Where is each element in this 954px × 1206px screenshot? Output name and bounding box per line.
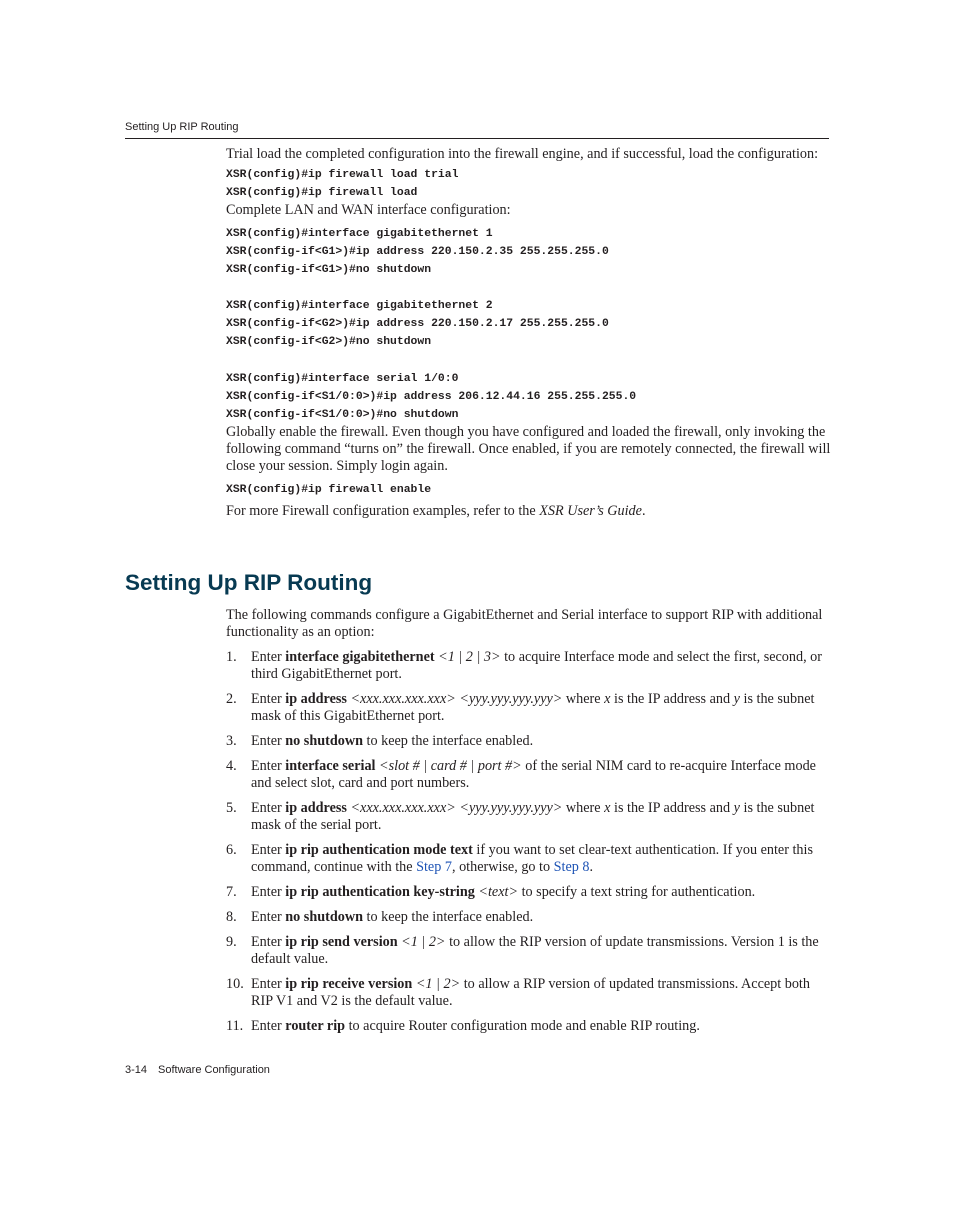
guide-title: XSR User’s Guide [539, 503, 642, 519]
step-text: Enter [251, 649, 286, 665]
step-text: if you want to set clear-text authentication. If you enter this command, continue with the [251, 842, 813, 875]
code-line: XSR(config)#ip firewall enable [226, 484, 432, 496]
step-command: interface gigabitethernet [285, 649, 435, 665]
step-text: to acquire Interface mode and select the first, second, or third GigabitEthernet port. [251, 649, 823, 682]
step-item [226, 842, 831, 876]
code-line: XSR(config)#ip firewall load [226, 187, 418, 199]
step-text: where [562, 800, 605, 816]
step-7-link[interactable]: Step 7 [416, 859, 452, 875]
step-command: ip address [285, 800, 347, 816]
trial-load-paragraph: Trial load the completed configuration into the firewall engine, and if successful, load the configuration: [226, 146, 819, 162]
enable-paragraph: Globally enable the firewall. Even though you have configured and loaded the firewall, only invoking the following command “turns on” the firewall. Once enabled, if you are remotely connected, the firewall will close your session. Simply login again. [226, 424, 831, 474]
step-text: is the IP address and [610, 800, 734, 816]
steps-list [226, 649, 831, 1043]
step-number: 10. [226, 976, 244, 992]
section-intro: The following commands configure a GigabitEthernet and Serial interface to support RIP with additional functionality as an option: [226, 607, 823, 640]
step-variable: x [604, 691, 611, 707]
step-variable: x [604, 800, 611, 816]
step-argument: <xxx.xxx.xxx.xxx> <yyy.yyy.yyy.yyy> [346, 800, 563, 816]
step-text: is the subnet mask of this GigabitEthernet port. [251, 691, 815, 724]
step-variable: y [733, 691, 740, 707]
step-number: 7. [226, 884, 237, 900]
step-argument: <1 | 2> [397, 934, 446, 950]
step-item [226, 649, 831, 683]
step-item [226, 976, 831, 1010]
step-item [226, 909, 831, 926]
step-text: where [562, 691, 605, 707]
step-text: Enter [251, 842, 286, 858]
step-number: 8. [226, 909, 237, 925]
step-item [226, 691, 831, 725]
more-text: For more Firewall configuration examples, refer to the [226, 503, 540, 519]
step-text: Enter [251, 934, 286, 950]
step-argument: <text> [474, 884, 519, 900]
step-number: 2. [226, 691, 237, 707]
step-8-link[interactable]: Step 8 [553, 859, 590, 875]
page-number: 3-14 [125, 1064, 148, 1076]
code-line: XSR(config-if<G1>)#ip address 220.150.2.35 255.255.255.0 [226, 246, 609, 258]
step-variable: y [733, 800, 740, 816]
step-text: to allow the RIP version of update transmissions. Version 1 is the default value. [251, 934, 819, 967]
firewall-body [226, 146, 831, 520]
code-line: XSR(config-if<S1/0:0>)#no shutdown [226, 409, 459, 421]
step-argument: <1 | 2 | 3> [434, 649, 501, 665]
step-item [226, 884, 831, 901]
step-command: ip rip send version [285, 934, 398, 950]
step-command: router rip [285, 1018, 346, 1034]
step-item [226, 758, 831, 792]
step-item [226, 1018, 831, 1035]
page-footer [125, 1064, 270, 1076]
step-text: Enter [251, 800, 286, 816]
step-command: ip rip authentication mode text [285, 842, 473, 858]
step-argument: <xxx.xxx.xxx.xxx> <yyy.yyy.yyy.yyy> [346, 691, 563, 707]
step-text: Enter [251, 884, 286, 900]
step-command: ip rip authentication key-string [285, 884, 475, 900]
step-number: 9. [226, 934, 237, 950]
more-text-end: . [641, 503, 646, 519]
step-command: ip rip receive version [285, 976, 413, 992]
step-command: no shutdown [285, 733, 363, 749]
code-line: XSR(config)#ip firewall load trial [226, 169, 459, 181]
step-command: interface serial [285, 758, 376, 774]
step-text: , otherwise, go to [451, 859, 554, 875]
code-line: XSR(config-if<G2>)#ip address 220.150.2.17 255.255.255.0 [226, 318, 609, 330]
step-number: 11. [226, 1018, 244, 1034]
lan-wan-paragraph: Complete LAN and WAN interface configuration: [226, 202, 511, 218]
code-line: XSR(config-if<G1>)#no shutdown [226, 264, 432, 276]
step-text: Enter [251, 976, 286, 992]
step-text: to keep the interface enabled. [362, 909, 534, 925]
step-number: 5. [226, 800, 237, 816]
step-number: 1. [226, 649, 237, 665]
step-number: 6. [226, 842, 237, 858]
step-argument: <1 | 2> [412, 976, 461, 992]
step-number: 3. [226, 733, 237, 749]
step-argument: <slot # | card # | port #> [375, 758, 522, 774]
header-rule [125, 138, 829, 139]
step-item [226, 733, 831, 750]
section-title: Setting Up RIP Routing [125, 570, 373, 595]
code-line: XSR(config-if<G2>)#no shutdown [226, 336, 432, 348]
step-text: to keep the interface enabled. [362, 733, 534, 749]
step-text: Enter [251, 733, 286, 749]
step-text: Enter [251, 909, 286, 925]
step-item [226, 934, 831, 968]
code-line: XSR(config)#interface serial 1/0:0 [226, 373, 459, 385]
step-command: no shutdown [285, 909, 363, 925]
code-line: XSR(config-if<S1/0:0>)#ip address 206.12.44.16 255.255.255.0 [226, 391, 637, 403]
step-text: to specify a text string for authentication. [518, 884, 756, 900]
step-item [226, 800, 831, 834]
step-text: to acquire Router configuration mode and enable RIP routing. [345, 1018, 700, 1034]
step-text: to allow a RIP version of updated transmissions. Accept both RIP V1 and V2 is the default value. [251, 976, 810, 1009]
chapter-title: Software Configuration [158, 1064, 270, 1076]
step-text: of the serial NIM card to re-acquire Interface mode and select slot, card and port numbers. [251, 758, 816, 791]
code-line: XSR(config)#interface gigabitethernet 1 [226, 228, 493, 240]
step-text: is the IP address and [610, 691, 734, 707]
step-text: is the subnet mask of the serial port. [251, 800, 815, 833]
step-text: Enter [251, 691, 286, 707]
more-examples-paragraph [226, 503, 831, 520]
step-number: 4. [226, 758, 237, 774]
step-command: ip address [285, 691, 347, 707]
step-text: Enter [251, 1018, 286, 1034]
step-text: Enter [251, 758, 286, 774]
running-header: Setting Up RIP Routing [125, 121, 239, 133]
code-line: XSR(config)#interface gigabitethernet 2 [226, 300, 493, 312]
step-text: . [589, 859, 594, 875]
